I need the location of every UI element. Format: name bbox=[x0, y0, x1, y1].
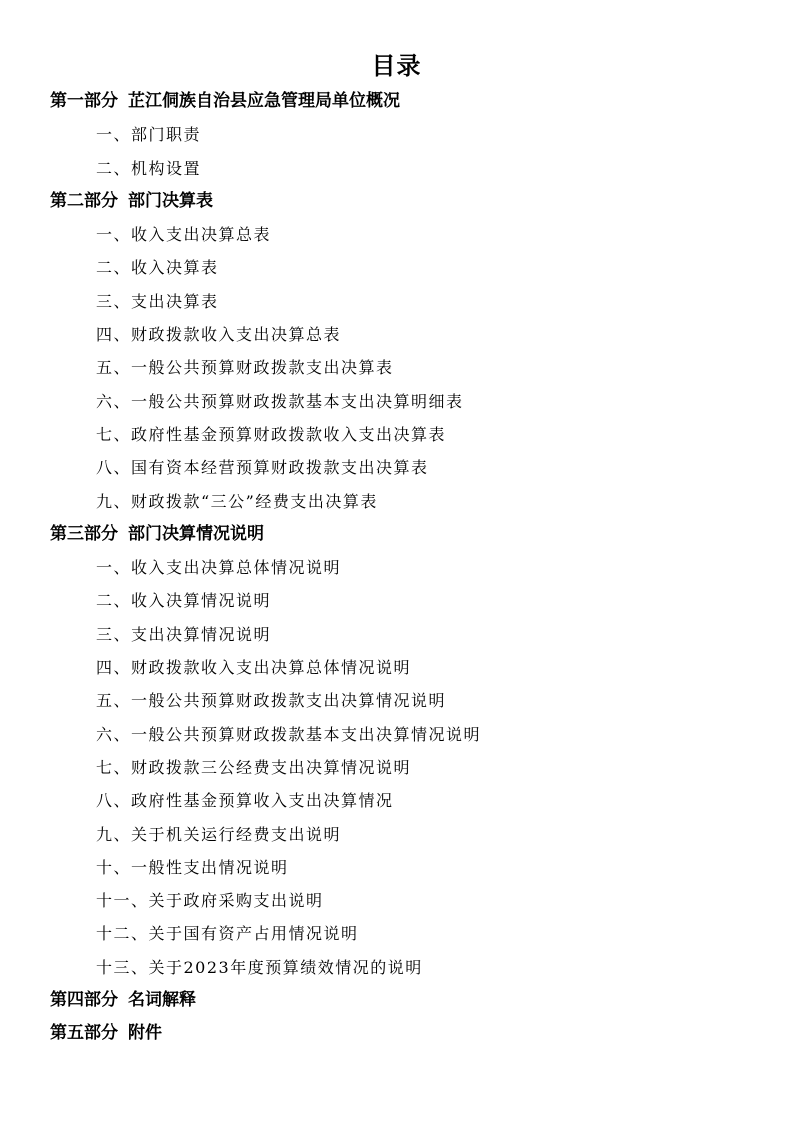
toc-item: 十三、关于2023年度预算绩效情况的说明 bbox=[96, 957, 423, 977]
toc-item: 七、政府性基金预算财政拨款收入支出决算表 bbox=[96, 424, 447, 444]
toc-item: 二、收入决算情况说明 bbox=[96, 591, 272, 611]
toc-item: 十、一般性支出情况说明 bbox=[96, 857, 289, 877]
toc-item: 九、关于机关运行经费支出说明 bbox=[96, 824, 342, 844]
toc-title: 目录 bbox=[371, 52, 422, 80]
toc-list bbox=[50, 85, 770, 1051]
toc-part-name: 名词解释 bbox=[128, 990, 196, 1011]
toc-item: 八、国有资本经营预算财政拨款支出决算表 bbox=[96, 458, 429, 478]
toc-part-name: 附件 bbox=[128, 1023, 162, 1044]
toc-item: 四、财政拨款收入支出决算总体情况说明 bbox=[96, 658, 412, 678]
toc-item: 六、一般公共预算财政拨款基本支出决算情况说明 bbox=[96, 724, 482, 744]
toc-item: 十一、关于政府采购支出说明 bbox=[96, 891, 324, 911]
toc-part-name: 部门决算表 bbox=[128, 190, 213, 211]
toc-item: 九、财政拨款“三公”经费支出决算表 bbox=[96, 491, 378, 511]
toc-item: 六、一般公共预算财政拨款基本支出决算明细表 bbox=[96, 391, 464, 411]
toc-item: 一、收入支出决算总体情况说明 bbox=[96, 558, 342, 578]
toc-item: 四、财政拨款收入支出决算总表 bbox=[96, 325, 342, 345]
toc-part-number: 第四部分 bbox=[50, 990, 118, 1011]
toc-item: 五、一般公共预算财政拨款支出决算情况说明 bbox=[96, 691, 447, 711]
toc-item: 七、财政拨款三公经费支出决算情况说明 bbox=[96, 757, 412, 777]
toc-item: 五、一般公共预算财政拨款支出决算表 bbox=[96, 358, 394, 378]
toc-part-heading bbox=[50, 85, 770, 118]
toc-item: 一、部门职责 bbox=[96, 125, 202, 145]
toc-part-number: 第三部分 bbox=[50, 523, 118, 544]
toc-item: 二、机构设置 bbox=[96, 158, 202, 178]
toc-part-heading bbox=[50, 518, 770, 551]
toc-part-number: 第五部分 bbox=[50, 1023, 118, 1044]
toc-item: 一、收入支出决算总表 bbox=[96, 225, 272, 245]
toc-part-number: 第二部分 bbox=[50, 190, 118, 211]
toc-item: 三、支出决算表 bbox=[96, 291, 219, 311]
toc-part-name: 部门决算情况说明 bbox=[128, 523, 264, 544]
toc-item: 八、政府性基金预算收入支出决算情况 bbox=[96, 791, 394, 811]
toc-item: 二、收入决算表 bbox=[96, 258, 219, 278]
toc-part-heading bbox=[50, 185, 770, 218]
toc-part-heading bbox=[50, 984, 770, 1017]
toc-item: 三、支出决算情况说明 bbox=[96, 624, 272, 644]
toc-item: 十二、关于国有资产占用情况说明 bbox=[96, 924, 359, 944]
toc-part-heading bbox=[50, 1017, 770, 1050]
toc-part-number: 第一部分 bbox=[50, 91, 118, 111]
toc-part-name: 芷江侗族自治县应急管理局单位概况 bbox=[128, 91, 400, 111]
